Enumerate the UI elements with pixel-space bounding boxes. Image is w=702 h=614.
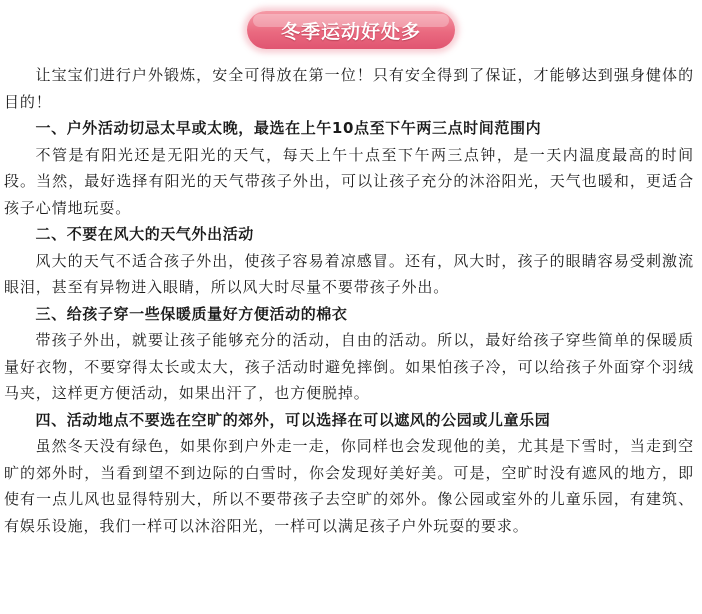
title-area: [0, 8, 702, 52]
article-body: [4, 62, 694, 539]
section-1-body: 不管是有阳光还是无阳光的天气，每天上午十点至下午两三点钟，是一天内温度最高的时间段。当然，最好选择有阳光的天气带孩子外出，可以让孩子充分的沐浴阳光，天气也暖和，更适合孩子心情地玩耍。: [4, 145, 694, 217]
article-title: 冬季运动好处多: [280, 20, 421, 43]
section-2-body: 风大的天气不适合孩子外出，使孩子容易着凉感冒。还有，风大时，孩子的眼睛容易受刺激流眼泪，甚至有异物进入眼睛，所以风大时尽量不要带孩子外出。: [4, 251, 694, 296]
section-1-heading: 一、户外活动切忌太早或太晚，最选在上午10点至下午两三点时间范围内: [35, 119, 542, 137]
section-3-body: 带孩子外出，就要让孩子能够充分的活动，自由的活动。所以，最好给孩子穿些简单的保暖质量好衣物，不要穿得太长或太大，孩子活动时避免摔倒。如果怕孩子冷，可以给孩子外面穿个羽绒马夹，这样更方便活动，如果出汗了，也方便脱掉。: [4, 331, 694, 402]
title-banner: [247, 11, 455, 49]
section-2-heading: 二、不要在风大的天气外出活动: [35, 225, 254, 243]
section-4-body: 虽然冬天没有绿色，如果你到户外走一走，你同样也会发现他的美，尤其是下雪时，当走到空旷的郊外时，当看到望不到边际的白雪时，你会发现好美好美。可是，空旷时没有遮风的地方，即使有一点儿风也显得特别大，所以不要带孩子去空旷的郊外。像公园或室外的儿童乐园，有建筑、有娱乐设施，我们一样可以沐浴阳光，一样可以满足孩子户外玩耍的要求。: [4, 437, 694, 535]
section-4-heading: 四、活动地点不要选在空旷的郊外，可以选择在可以遮风的公园或儿童乐园: [35, 410, 551, 429]
section-3-heading: 三、给孩子穿一些保暖质量好方便活动的棉衣: [35, 304, 348, 323]
intro-paragraph: 让宝宝们进行户外锻炼，安全可得放在第一位！只有安全得到了保证，才能够达到强身健体的目的！: [4, 66, 694, 111]
